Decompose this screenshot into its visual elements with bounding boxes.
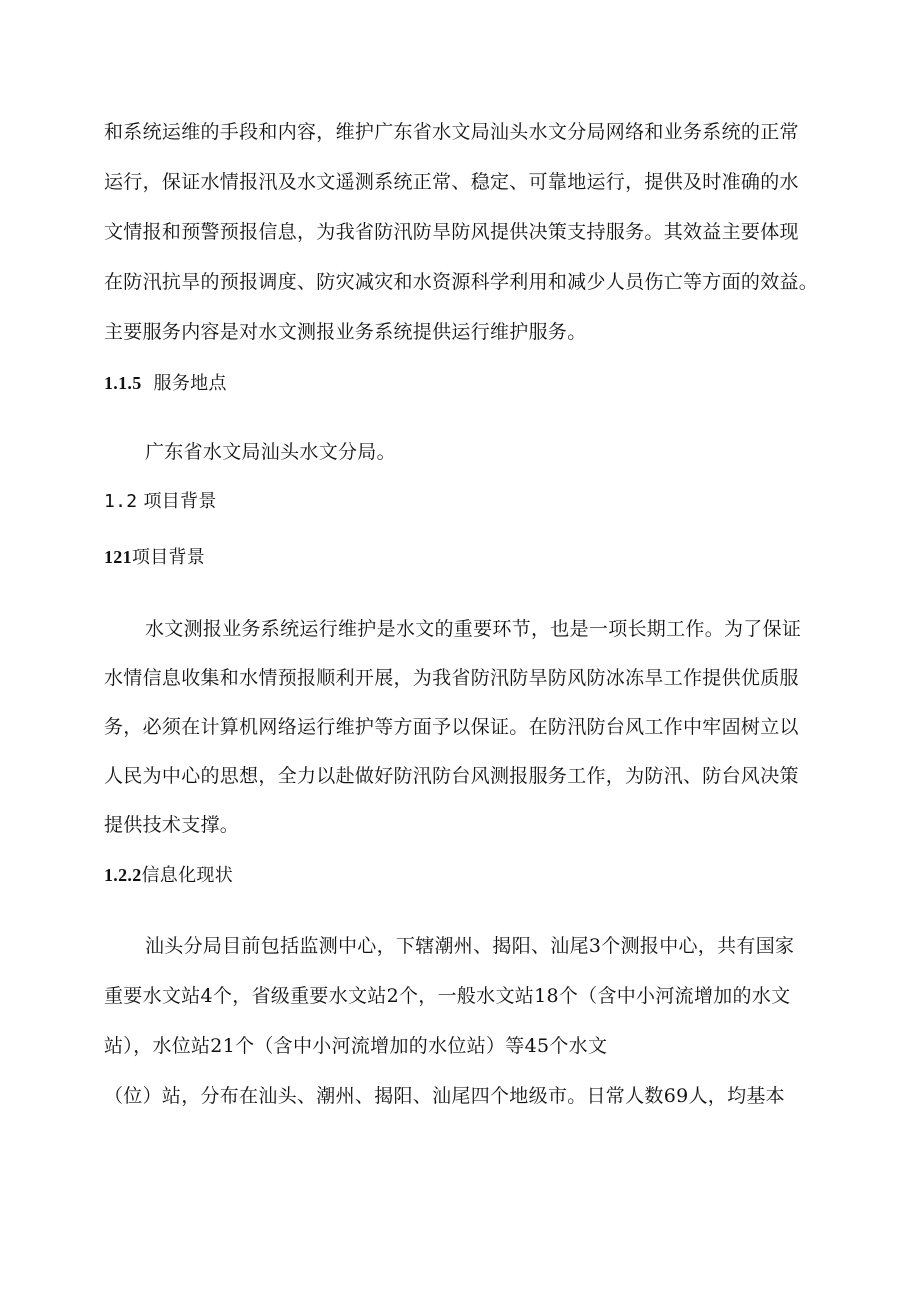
section-heading-1-2 [104, 488, 217, 516]
paragraph-line: 和系统运维的手段和内容，维护广东省水文局汕头水文分局网络和业务系统的正常 [104, 121, 799, 143]
paragraph-line: 主要服务内容是对水文测报业务系统提供运行维护服务。 [104, 321, 587, 343]
paragraph-line: 水文测报业务系统运行维护是水文的重要环节，也是一项长期工作。为了保证 [145, 618, 802, 640]
paragraph-line: 汕头分局目前包括监测中心，下辖潮州、揭阳、汕尾3个测报中心，共有国家 [145, 935, 795, 957]
heading-title: 项目背景 [143, 491, 217, 512]
heading-title: 项目背景 [131, 547, 206, 568]
paragraph-line: 务，必须在计算机网络运行维护等方面予以保证。在防汛防台风工作中牢固树立以 [104, 716, 799, 738]
heading-title: 服务地点 [153, 373, 227, 394]
heading-number: 121 [104, 547, 132, 567]
paragraph-line: 提供技术支撑。 [104, 814, 240, 836]
heading-number: 1.1.5 [104, 373, 142, 393]
section-heading-1-1-5 [104, 369, 227, 398]
paragraph-line: 人民为中心的思想，全力以赴做好防汛防台风测报服务工作，为防汛、防台风决策 [104, 765, 799, 787]
heading-number: 1.2 [104, 491, 138, 512]
heading-number: 1.2.2 [104, 865, 142, 885]
paragraph-line: 重要水文站4个，省级重要水文站2个，一般水文站18个（含中小河流增加的水文 [104, 985, 791, 1007]
section-heading-1-2-2 [104, 861, 233, 890]
location-text: 广东省水文局汕头水文分局。 [145, 441, 396, 463]
paragraph-line: （位）站，分布在汕头、潮州、揭阳、汕尾四个地级市。日常人数69人，均基本 [104, 1085, 785, 1107]
paragraph-line: 站），水位站21个（含中小河流增加的水位站）等45个水文 [104, 1035, 608, 1057]
paragraph-line: 水情信息收集和水情预报顺利开展，为我省防汛防旱防风防冰冻旱工作提供优质服 [104, 667, 799, 689]
section-heading-121 [104, 543, 205, 572]
paragraph-line: 在防汛抗旱的预报调度、防灾减灾和水资源科学利用和减少人员伤亡等方面的效益。 [104, 271, 819, 293]
paragraph-line: 文情报和预警预报信息，为我省防汛防旱防风提供决策支持服务。其效益主要体现 [104, 221, 799, 243]
paragraph-line: 运行，保证水情报汛及水文遥测系统正常、稳定、可靠地运行，提供及时准确的水 [104, 171, 799, 193]
heading-title: 信息化现状 [141, 865, 233, 886]
